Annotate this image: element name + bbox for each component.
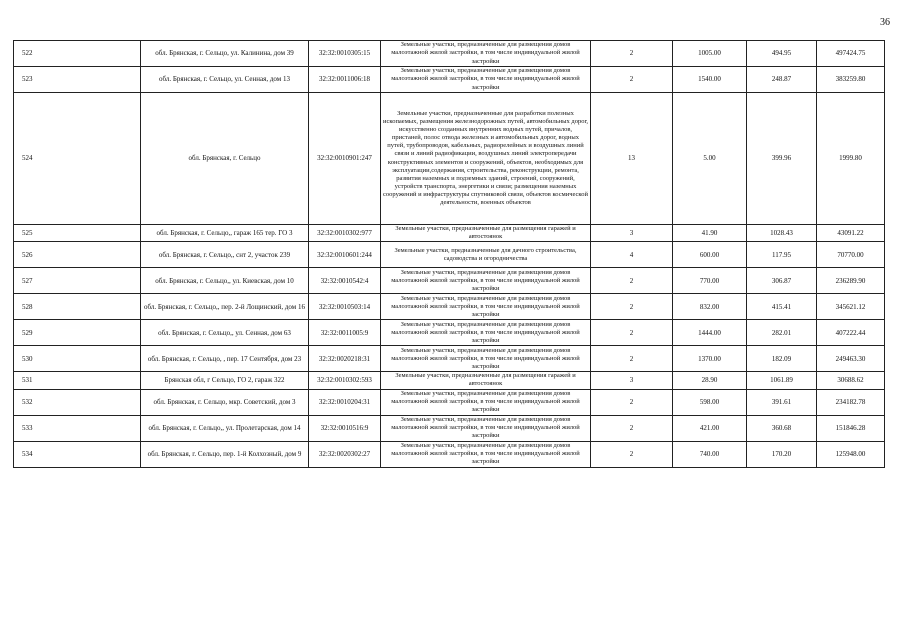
address-cell: Брянская обл, г Сельцо, ГО 2, гараж 322 (141, 372, 309, 389)
area-cell: 1370.00 (673, 346, 747, 372)
row-number: 534 (14, 441, 141, 467)
specific-value-cell: 494.95 (747, 41, 817, 67)
group-cell: 2 (591, 346, 673, 372)
address-cell: обл. Брянская, г. Сельцо,, ул. Киевская, дом 10 (141, 268, 309, 294)
address-cell: обл. Брянская, г. Сельцо (141, 93, 309, 225)
address-cell: обл. Брянская, г. Сельцо, мкр. Советский, дом 3 (141, 389, 309, 415)
address-cell: обл. Брянская, г. Сельцо, ул. Калинина, дом 39 (141, 41, 309, 67)
specific-value-cell: 170.20 (747, 441, 817, 467)
row-number: 522 (14, 41, 141, 67)
land-use-cell: Земельные участки, предназначенные для размещения домов малоэтажной жилой застройки, в том числе индивидуальной жилой застройки (381, 67, 591, 93)
cadastral-number-cell: 32:32:0010601:244 (309, 242, 381, 268)
specific-value-cell: 182.09 (747, 346, 817, 372)
table-row (14, 389, 885, 415)
group-cell: 2 (591, 294, 673, 320)
land-use-cell: Земельные участки, предназначенные для размещения домов малоэтажной жилой застройки, в том числе индивидуальной жилой застройки (381, 320, 591, 346)
cadastral-number-cell: 32:32:0011005:9 (309, 320, 381, 346)
cadastral-value-cell: 151846.28 (817, 415, 885, 441)
row-number: 525 (14, 225, 141, 242)
address-cell: обл. Брянская, г. Сельцо,, ул. Пролетарская, дом 14 (141, 415, 309, 441)
group-cell: 2 (591, 268, 673, 294)
land-use-cell: Земельные участки, предназначенные для размещения гаражей и автостоянок (381, 225, 591, 242)
cadastral-value-cell: 497424.75 (817, 41, 885, 67)
land-use-cell: Земельные участки, предназначенные для размещения домов малоэтажной жилой застройки, в том числе индивидуальной жилой застройки (381, 41, 591, 67)
address-cell: обл. Брянская, г. Сельцо,, пер. 2-й Лощинский, дом 16 (141, 294, 309, 320)
group-cell: 2 (591, 389, 673, 415)
area-cell: 5.00 (673, 93, 747, 225)
group-cell: 4 (591, 242, 673, 268)
specific-value-cell: 399.96 (747, 93, 817, 225)
area-cell: 770.00 (673, 268, 747, 294)
specific-value-cell: 117.95 (747, 242, 817, 268)
address-cell: обл. Брянская, г. Сельцо, ул. Сенная, дом 13 (141, 67, 309, 93)
land-use-cell: Земельные участки, предназначенные для размещения домов малоэтажной жилой застройки, в том числе индивидуальной жилой застройки (381, 294, 591, 320)
group-cell: 3 (591, 372, 673, 389)
row-number: 533 (14, 415, 141, 441)
specific-value-cell: 360.68 (747, 415, 817, 441)
area-cell: 1540.00 (673, 67, 747, 93)
land-use-cell: Земельные участки, предназначенные для размещения домов малоэтажной жилой застройки, в том числе индивидуальной жилой застройки (381, 268, 591, 294)
cadastral-value-cell: 234182.78 (817, 389, 885, 415)
row-number: 531 (14, 372, 141, 389)
address-cell: обл. Брянская, г. Сельцо, пер. 1-й Колхозный, дом 9 (141, 441, 309, 467)
cadastral-value-table (13, 40, 885, 468)
cadastral-value-cell: 43091.22 (817, 225, 885, 242)
cadastral-number-cell: 32:32:0011006:18 (309, 67, 381, 93)
table-row (14, 93, 885, 225)
table-row (14, 415, 885, 441)
cadastral-number-cell: 32:32:0010302:977 (309, 225, 381, 242)
address-cell: обл. Брянская, г. Сельцо,, ул. Сенная, дом 63 (141, 320, 309, 346)
table-row (14, 294, 885, 320)
row-number: 523 (14, 67, 141, 93)
specific-value-cell: 306.87 (747, 268, 817, 294)
specific-value-cell: 391.61 (747, 389, 817, 415)
table-row (14, 346, 885, 372)
cadastral-number-cell: 32:32:0010305:15 (309, 41, 381, 67)
group-cell: 2 (591, 320, 673, 346)
cadastral-value-cell: 1999.80 (817, 93, 885, 225)
area-cell: 41.90 (673, 225, 747, 242)
specific-value-cell: 282.01 (747, 320, 817, 346)
area-cell: 421.00 (673, 415, 747, 441)
area-cell: 832.00 (673, 294, 747, 320)
group-cell: 2 (591, 67, 673, 93)
row-number: 528 (14, 294, 141, 320)
specific-value-cell: 1028.43 (747, 225, 817, 242)
cadastral-number-cell: 32:32:0010302:593 (309, 372, 381, 389)
area-cell: 600.00 (673, 242, 747, 268)
page-number: 36 (880, 17, 890, 28)
address-cell: обл. Брянская, г. Сельцо,, снт 2, участок 239 (141, 242, 309, 268)
table-row (14, 41, 885, 67)
land-use-cell: Земельные участки, предназначенные для размещения гаражей и автостоянок (381, 372, 591, 389)
group-cell: 2 (591, 41, 673, 67)
cadastral-number-cell: 32:32:0020302:27 (309, 441, 381, 467)
cadastral-number-cell: 32:32:0010901:247 (309, 93, 381, 225)
cadastral-value-cell: 125948.00 (817, 441, 885, 467)
address-cell: обл. Брянская, г. Сельцо, , пер. 17 Сентября, дом 23 (141, 346, 309, 372)
land-use-cell: Земельные участки, предназначенные для дачного строительства, садоводства и огородничества (381, 242, 591, 268)
table-row (14, 268, 885, 294)
table-row (14, 67, 885, 93)
group-cell: 2 (591, 441, 673, 467)
cadastral-number-cell: 32:32:0010503:14 (309, 294, 381, 320)
land-use-cell: Земельные участки, предназначенные для размещения домов малоэтажной жилой застройки, в том числе индивидуальной жилой застройки (381, 441, 591, 467)
specific-value-cell: 415.41 (747, 294, 817, 320)
cadastral-value-cell: 249463.30 (817, 346, 885, 372)
group-cell: 13 (591, 93, 673, 225)
land-use-cell: Земельные участки, предназначенные для размещения домов малоэтажной жилой застройки, в том числе индивидуальной жилой застройки (381, 346, 591, 372)
table-row (14, 225, 885, 242)
cadastral-value-cell: 345621.12 (817, 294, 885, 320)
area-cell: 598.00 (673, 389, 747, 415)
cadastral-number-cell: 32:32:0010516:9 (309, 415, 381, 441)
row-number: 532 (14, 389, 141, 415)
row-number: 524 (14, 93, 141, 225)
address-cell: обл. Брянская, г. Сельцо,, гараж 165 тер. ГО 3 (141, 225, 309, 242)
cadastral-number-cell: 32:32:0010542:4 (309, 268, 381, 294)
table-row (14, 441, 885, 467)
cadastral-value-cell: 30688.62 (817, 372, 885, 389)
row-number: 526 (14, 242, 141, 268)
area-cell: 28.90 (673, 372, 747, 389)
row-number: 530 (14, 346, 141, 372)
cadastral-number-cell: 32:32:0010204:31 (309, 389, 381, 415)
cadastral-value-cell: 383259.80 (817, 67, 885, 93)
group-cell: 3 (591, 225, 673, 242)
land-use-cell: Земельные участки, предназначенные для размещения домов малоэтажной жилой застройки, в том числе индивидуальной жилой застройки (381, 389, 591, 415)
area-cell: 740.00 (673, 441, 747, 467)
cadastral-number-cell: 32:32:0020218:31 (309, 346, 381, 372)
table-row (14, 242, 885, 268)
specific-value-cell: 248.87 (747, 67, 817, 93)
land-use-cell: Земельные участки, предназначенные для разработки полезных ископаемых, размещения железнодорожных путей, автомобильных дорог, искусственно созданных внутренних водных путей, причалов, пристаней, полос отвода железных и автомобильных дорог, водных путей, трубопроводов, кабельных, радиорелейных и воздушных линий связи и линий радиофикации, воздушных линий электропередачи конструктивных элементов и сооружений, объектов, необходимых для эксплуатации,содержания, строительства, реконструкции, ремонта, развития наземных и подземных зданий, строений, сооружений, устройств транспорта, энергетики и связи; размещения наземных сооружений и инфраструктуры спутниковой связи, объектов космической деятельности, военных объектов (381, 93, 591, 225)
cadastral-value-cell: 70770.00 (817, 242, 885, 268)
area-cell: 1005.00 (673, 41, 747, 67)
area-cell: 1444.00 (673, 320, 747, 346)
specific-value-cell: 1061.89 (747, 372, 817, 389)
row-number: 529 (14, 320, 141, 346)
row-number: 527 (14, 268, 141, 294)
land-use-cell: Земельные участки, предназначенные для размещения домов малоэтажной жилой застройки, в том числе индивидуальной жилой застройки (381, 415, 591, 441)
group-cell: 2 (591, 415, 673, 441)
cadastral-value-cell: 407222.44 (817, 320, 885, 346)
table-row (14, 320, 885, 346)
table-row (14, 372, 885, 389)
cadastral-value-cell: 236289.90 (817, 268, 885, 294)
